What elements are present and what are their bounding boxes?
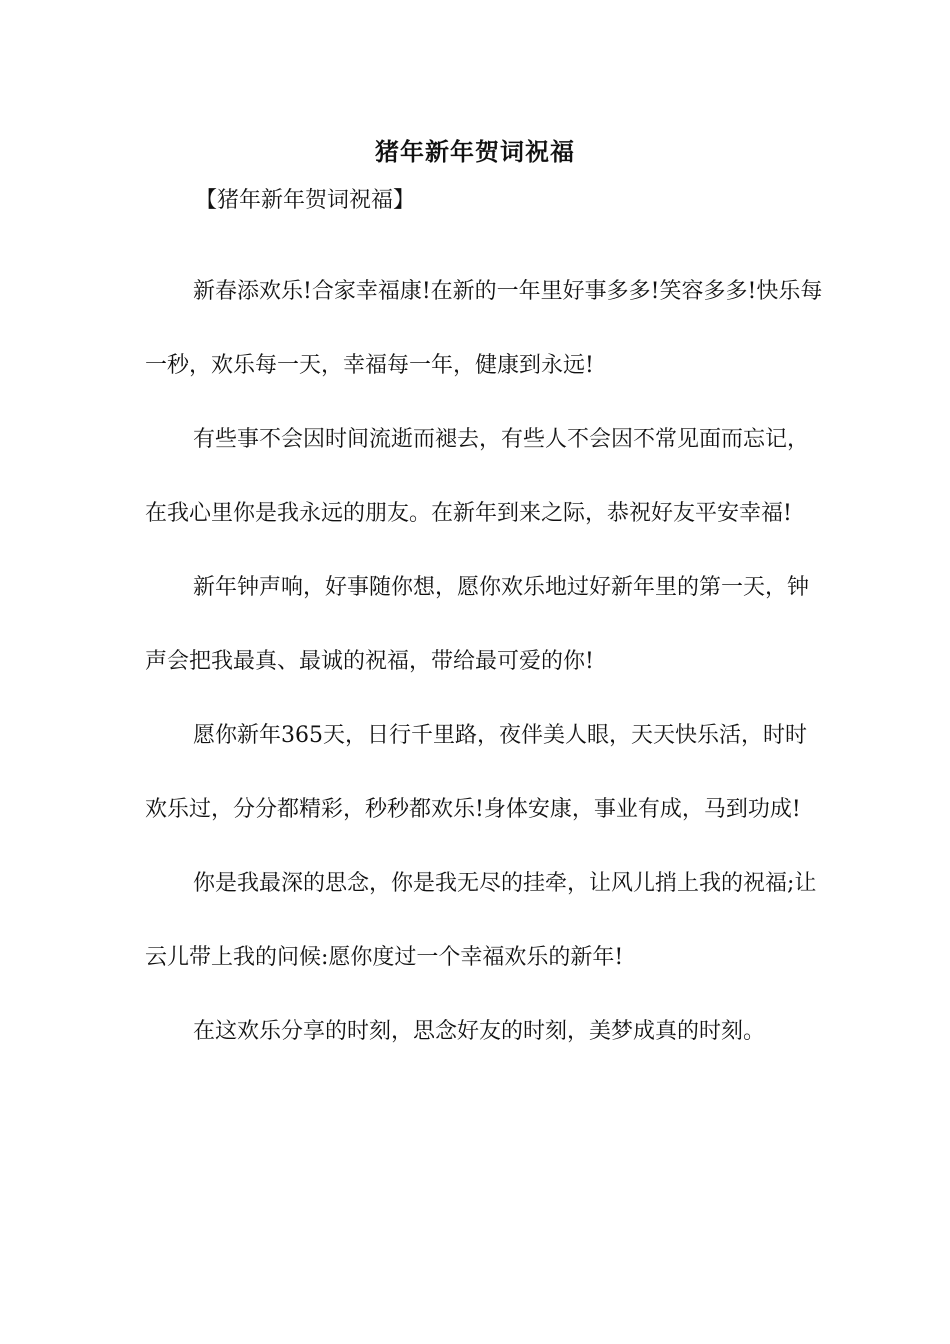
document-subtitle: 【猪年新年贺词祝福】 (195, 188, 416, 213)
document-title: 猪年新年贺词祝福 (375, 137, 575, 166)
paragraph: 新春添欢乐!合家幸福康!在新的一年里好事多多!笑容多多!快乐每一秒，欢乐每一天，幸福每一年，健康到永远! (145, 279, 823, 378)
document-body (145, 255, 825, 1069)
paragraph: 新年钟声响，好事随你想，愿你欢乐地过好新年里的第一天，钟声会把我最真、最诚的祝福，带给最可爱的你! (145, 575, 810, 674)
paragraph: 愿你新年365天，日行千里路，夜伴美人眼，天天快乐活，时时欢乐过，分分都精彩，秒秒都欢乐!身体安康，事业有成，马到功成! (145, 723, 807, 822)
paragraph: 在这欢乐分享的时刻，思念好友的时刻，美梦成真的时刻。 (193, 1019, 766, 1044)
paragraph: 你是我最深的思念，你是我无尽的挂牵，让风儿捎上我的祝福;让云儿带上我的问候:愿你度过一个幸福欢乐的新年! (145, 871, 817, 970)
paragraph: 有些事不会因时间流逝而褪去，有些人不会因不常见面而忘记，在我心里你是我永远的朋友。在新年到来之际，恭祝好友平安幸福! (145, 427, 810, 526)
